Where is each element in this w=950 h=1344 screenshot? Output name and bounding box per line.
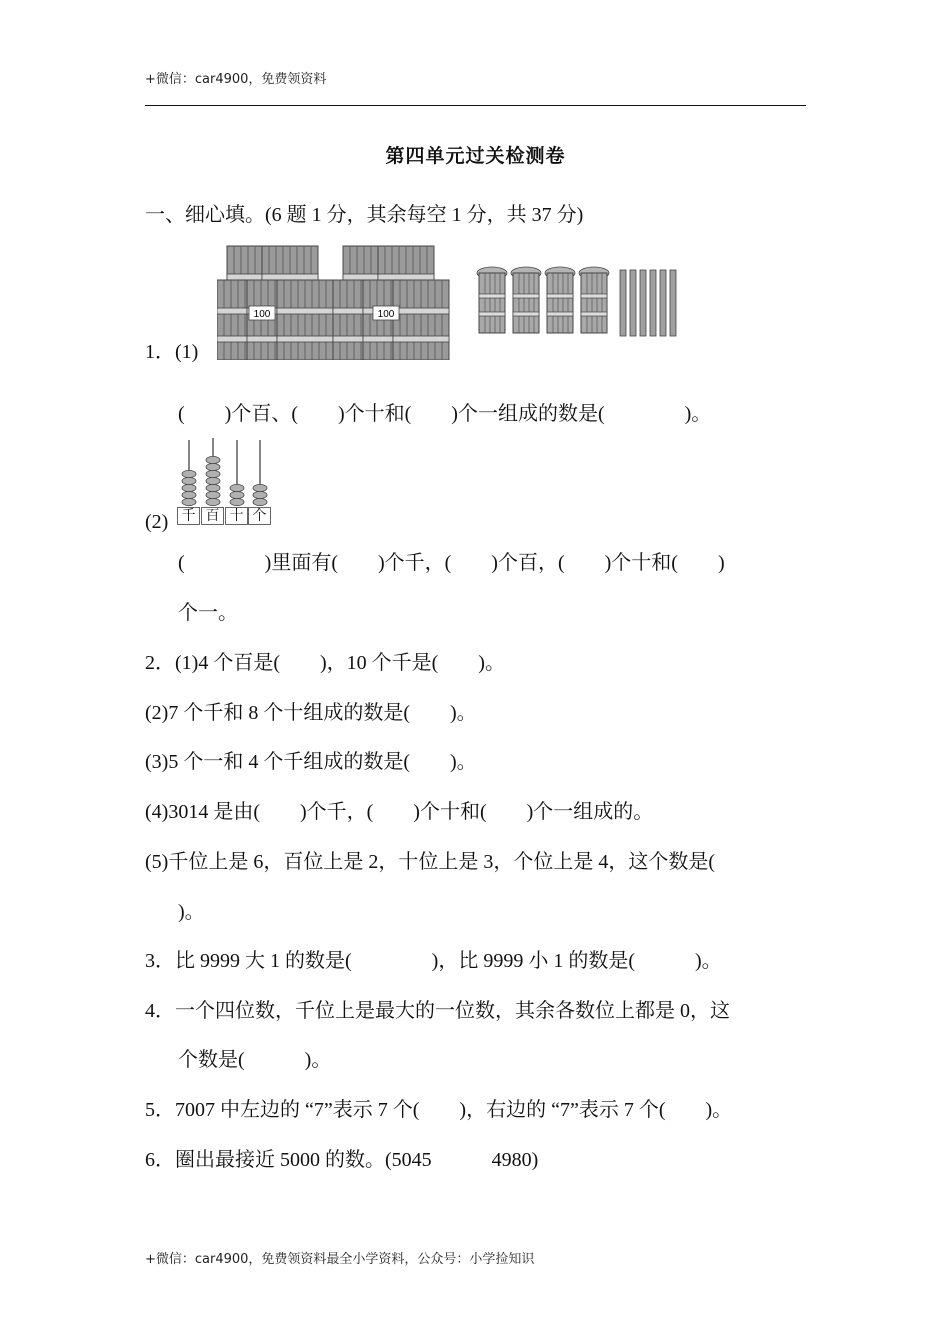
abacus-illustration: [176, 436, 272, 528]
q2-part2: (2)7 个千和 8 个十组成的数是( )。: [145, 702, 477, 724]
header-note: +微信：car4900，免费领资料: [145, 72, 327, 87]
q1-sentence: ( )个百、( )个十和( )个一组成的数是( )。: [178, 403, 712, 425]
q2-part1: 2．(1)4 个百是( )，10 个千是( )。: [145, 652, 505, 674]
page-title: 第四单元过关检测卷: [385, 145, 566, 167]
section-heading: 一、细心填。(6 题 1 分，其余每空 1 分，共 37 分): [145, 204, 584, 226]
hundred-group-a: [217, 246, 333, 360]
footer-note: +微信：car4900，免费领资料最全小学资料，公众号：小学捡知识: [145, 1252, 535, 1267]
hundred-group-b: [333, 246, 449, 360]
q4-line1: 4．一个四位数，千位上是最大的一位数，其余各数位上都是 0，这: [145, 1000, 730, 1022]
q2-part5-line1: (5)千位上是 6，百位上是 2，十位上是 3，个位上是 4，这个数是(: [145, 851, 715, 873]
abacus-label-ones: 个: [248, 507, 271, 525]
bundle-tag-b: 100: [377, 309, 395, 320]
single-sticks: [620, 270, 676, 336]
q2-part5-line2: )。: [178, 901, 205, 923]
abacus-label-tens: 十: [225, 507, 248, 525]
abacus-label-thousands: 千: [177, 507, 200, 525]
bundle-tag-a: 100: [253, 309, 271, 320]
q2-part3: (3)5 个一和 4 个千组成的数是( )。: [145, 751, 477, 773]
q5: 5．7007 中左边的 “7”表示 7 个( )，右边的 “7”表示 7 个( )。: [145, 1099, 733, 1121]
abacus-label-hundreds: 百: [201, 507, 224, 525]
q1-sub2-line1: ( )里面有( )个千，( )个百，( )个十和( ): [178, 552, 725, 574]
q2-part4: (4)3014 是由( )个千，( )个十和( )个一组成的。: [145, 801, 654, 823]
q3: 3．比 9999 大 1 的数是( )，比 9999 小 1 的数是( )。: [145, 950, 722, 972]
ten-bundles: [477, 267, 609, 333]
q4-line2: 个数是( )。: [178, 1049, 332, 1071]
header-divider: [145, 105, 806, 106]
q6: 6．圈出最接近 5000 的数。(5045 4980): [145, 1149, 539, 1171]
q1-label: 1．(1): [145, 341, 199, 363]
q1-sub2-label: (2): [145, 511, 169, 533]
stick-bundles-illustration: [217, 240, 687, 360]
q1-sub2-line2: 个一。: [178, 602, 238, 624]
